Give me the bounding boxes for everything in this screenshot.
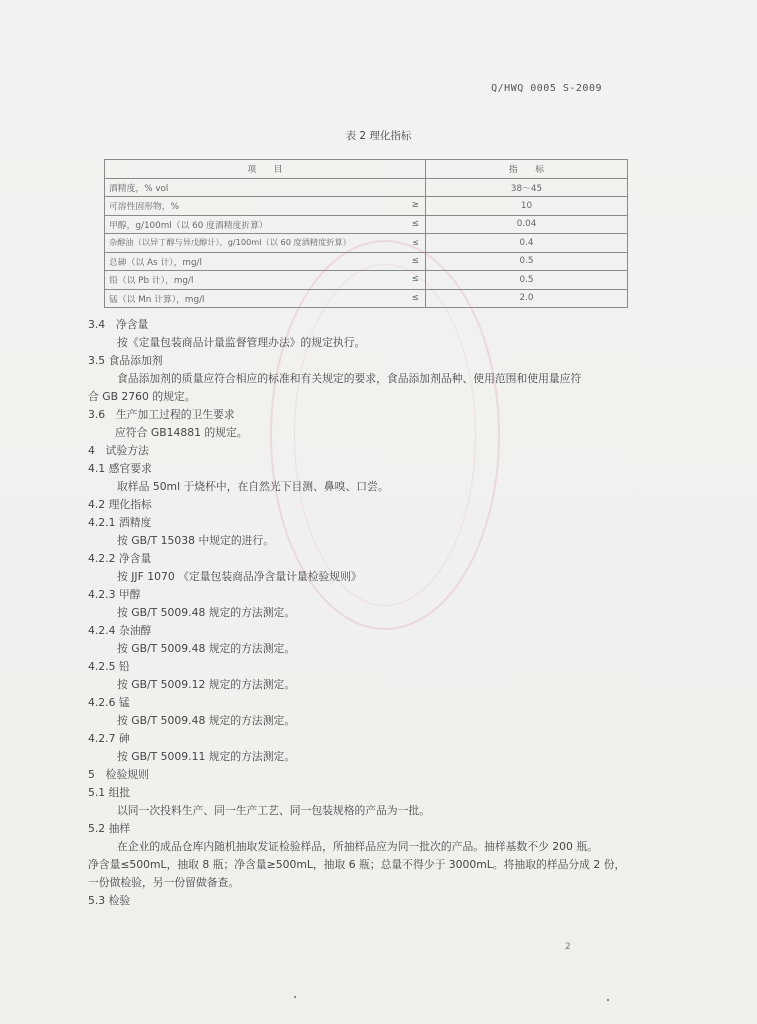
table-row [105,289,628,308]
table-cell-item [105,197,426,216]
table-cell-value: 0.04 [426,215,628,234]
table-cell-value: 0.5 [426,271,628,290]
page-number: 2 [565,942,571,952]
section-heading: 3.4 净含量 [88,318,149,331]
section-heading: 5.3 检验 [88,894,131,907]
section-heading: 5 检验规则 [88,768,149,781]
section-heading: 5.1 组批 [88,786,131,799]
table-cell-item [105,289,426,308]
document-code: Q/HWQ 0005 S-2009 [491,83,602,94]
paragraph: 应符合 GB14881 的规定。 [115,426,248,439]
paragraph: 取样品 50ml 于烧杯中，在自然光下目测、鼻嗅、口尝。 [117,480,389,493]
paragraph: 以同一次投料生产、同一生产工艺、同一包装规格的产品为一批。 [117,804,431,817]
section-heading: 3.5 食品添加剂 [88,354,163,367]
table-row [105,215,628,234]
operator: ≤ [411,255,419,266]
table-row [105,252,628,271]
table-row [105,197,628,216]
paragraph: 按 GB/T 15038 中规定的进行。 [117,534,275,547]
item-label: 可溶性固形物，% [109,202,179,213]
paragraph: 按 GB/T 5009.11 规定的方法测定。 [117,750,296,763]
physicochemical-table [104,159,628,308]
table-cell-value: 10 [426,197,628,216]
item-label: 锰（以 Mn 计算），mg/l [109,294,205,305]
table-cell-item [105,215,426,234]
table-row [105,234,628,253]
paragraph: 合 GB 2760 的规定。 [88,390,196,403]
section-heading: 5.2 抽样 [88,822,131,835]
paragraph: 按 GB/T 5009.48 规定的方法测定。 [117,606,296,619]
section-heading: 4 试验方法 [88,444,149,457]
section-heading: 4.2.7 砷 [88,732,130,745]
table-header-item: 项 目 [105,160,426,179]
paragraph: 按《定量包装商品计量监督管理办法》的规定执行。 [117,336,366,349]
section-heading: 4.2.4 杂油醇 [88,624,152,637]
table-cell-value: 2.0 [426,289,628,308]
document-body [88,316,688,910]
section-heading: 4.2.5 铅 [88,660,130,673]
paragraph: 按 GB/T 5009.12 规定的方法测定。 [117,678,296,691]
item-label: 总砷（以 As 计），mg/l [109,257,202,268]
table-cell-value: 38～45 [426,178,628,197]
section-heading: 4.2.3 甲醇 [88,588,141,601]
section-heading: 3.6 生产加工过程的卫生要求 [88,408,235,421]
paragraph: 一份做检验，另一份留做备查。 [88,876,240,889]
operator: ≤ [411,218,419,229]
scan-speck [607,999,609,1001]
table-cell-value: 0.4 [426,234,628,253]
item-label: 杂醇油（以异丁醇与异戊醇计），g/100ml（以 60 度酒精度折算） [109,237,351,248]
item-label: 铅（以 Pb 计），mg/l [109,276,194,287]
section-heading: 4.2.6 锰 [88,696,130,709]
item-label: 酒精度，% vol [109,183,169,194]
paragraph: 在企业的成品仓库内随机抽取发证检验样品，所抽样品应为同一批次的产品。抽样基数不少 200 瓶。 [117,840,598,853]
operator: ≤ [411,274,419,284]
item-label: 甲醇，g/100ml（以 60 度酒精度折算） [109,220,268,231]
operator: ≥ [411,200,419,210]
table-cell-item [105,234,426,253]
paragraph: 按 GB/T 5009.48 规定的方法测定。 [117,642,296,655]
table-title: 表 2 理化指标 [345,130,412,142]
table-header-value: 指 标 [426,160,628,179]
section-heading: 4.2 理化指标 [88,498,152,511]
section-heading: 4.2.2 净含量 [88,552,152,565]
table-row [105,178,628,197]
table-cell-item [105,178,426,197]
table-cell-item [105,271,426,290]
operator: ≤ [412,237,419,247]
section-heading: 4.1 感官要求 [88,462,152,475]
paragraph: 按 JJF 1070 《定量包装商品净含量计量检验规则》 [117,570,362,583]
paragraph: 净含量≤500mL，抽取 8 瓶；净含量≥500mL，抽取 6 瓶；总量不得少于 3000mL。将抽取的样品分成 2 份， [88,858,626,871]
table-row [105,271,628,290]
paragraph: 按 GB/T 5009.48 规定的方法测定。 [117,714,296,727]
table-cell-value: 0.5 [426,252,628,271]
table-cell-item [105,252,426,271]
table-header-row [105,160,628,179]
section-heading: 4.2.1 酒精度 [88,516,152,529]
operator: ≤ [411,292,419,303]
scan-speck [294,996,296,998]
paragraph: 食品添加剂的质量应符合相应的标准和有关规定的要求，食品添加剂品种、使用范围和使用量应符 [117,372,582,385]
